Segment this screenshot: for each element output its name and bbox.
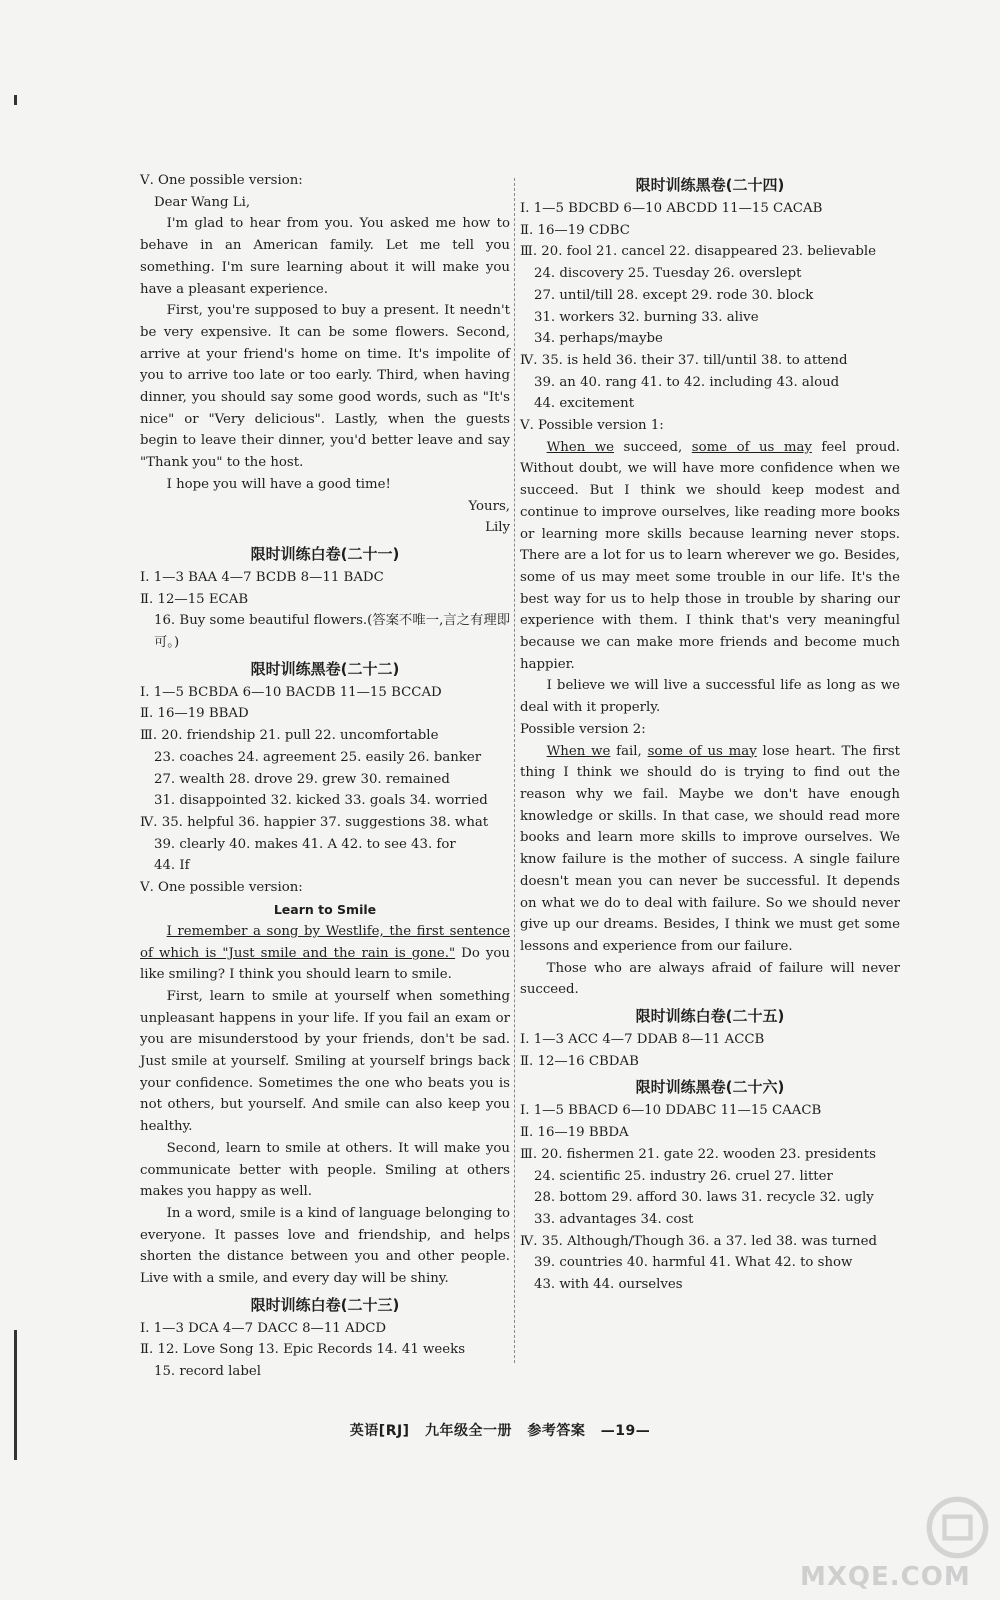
- answer-line: 34. perhaps/maybe: [534, 331, 663, 347]
- test-26-title: 限时训练黑卷(二十六): [635, 1078, 785, 1097]
- essay-title: Learn to Smile: [273, 901, 377, 917]
- essay-paragraph: I remember a song by Westlife, the first sentence of which is "Just smile and the rain is gone." Do you like smiling? I think you should learn to smile.: [140, 923, 510, 983]
- answer-line: Ⅰ. 1—3 BAA 4—7 BCDB 8—11 BADC: [140, 569, 384, 585]
- page-footer: [0, 1420, 1000, 1440]
- watermark-text: MXQE.COM: [800, 1562, 971, 1592]
- test-23-title: 限时训练白卷(二十三): [250, 1295, 400, 1314]
- answer-line: Ⅱ. 12—15 ECAB: [140, 591, 249, 607]
- underlined-sentence: I remember a song by Westlife, the first sentence of which is "Just smile and the rain is gone.": [140, 923, 510, 961]
- essay-paragraph: In a word, smile is a kind of language belonging to everyone. It passes love and friendship, and helps shorten the distance between you and other people. Live with a smile, and every day will be shiny.: [140, 1205, 510, 1287]
- column-divider: [514, 178, 515, 1363]
- answer-line: Ⅰ. 1—5 BCBDA 6—10 BACDB 11—15 BCCAD: [140, 684, 442, 700]
- footer-label: 参考答案: [527, 1423, 586, 1439]
- letter-closing: Yours,: [468, 498, 510, 514]
- answer-line: Ⅱ. 12—16 CBDAB: [520, 1053, 639, 1069]
- footer-subject: 英语[RJ]: [349, 1423, 410, 1439]
- essay-paragraph: Those who are always afraid of failure will never succeed.: [520, 960, 900, 998]
- section-v-title: Ⅴ. One possible version:: [140, 173, 303, 188]
- answer-line: Ⅳ. 35. is held 36. their 37. till/until 38. to attend: [520, 352, 848, 368]
- answer-line: Ⅰ. 1—3 ACC 4—7 DDAB 8—11 ACCB: [520, 1032, 765, 1048]
- answer-line: 31. disappointed 32. kicked 33. goals 34. worried: [154, 793, 488, 809]
- answer-line: 16. Buy some beautiful flowers.(答案不唯一,言之有理即可。): [154, 613, 510, 651]
- left-column: [140, 170, 510, 1383]
- right-column: [520, 170, 900, 1296]
- answer-line: 23. coaches 24. agreement 25. easily 26. banker: [154, 749, 482, 765]
- test-24-title: 限时训练黑卷(二十四): [635, 176, 785, 194]
- letter-signature: Lily: [485, 520, 510, 536]
- answer-line: Ⅳ. 35. Although/Though 36. a 37. led 38. was turned: [520, 1233, 878, 1249]
- version-label: Possible version 2:: [520, 721, 646, 737]
- essay-paragraph: When we succeed, some of us may feel proud. Without doubt, we will have more confidence when we succeed. But I think we should keep modest and continue to improve ourselves, like reading more books or learning more skills because learning never stops. There are a lot for us to learn wherever we go. Besides, some of us may meet some trouble in our life. It's the best way for us to help those in trouble by sharing our experience with them. I think that's very meaningful because we can make more friends and become much happier.: [520, 439, 900, 672]
- essay-paragraph: First, learn to smile at yourself when something unpleasant happens in your life. If you fail an exam or you are misunderstood by your friends, don't be sad. Just smile at yourself. Smiling at yourself brings back your confidence. Sometimes the one who beats you is not others, but yourself. And smile can also keep you healthy.: [140, 988, 510, 1135]
- answer-line: Ⅰ. 1—3 DCA 4—7 DACC 8—11 ADCD: [140, 1320, 387, 1336]
- answer-line: 43. with 44. ourselves: [534, 1277, 683, 1293]
- letter-paragraph: First, you're supposed to buy a present. It needn't be very expensive. It can be some flowers. Second, arrive at your friend's home on time. It's impolite of you to arrive too late or too early. Third, when having dinner, you should say some good words, such as "It's nice" or "Very delicious". Lastly, when the guests begin to leave their dinner, you'd better leave and say "Thank you" to the host.: [140, 303, 510, 471]
- answer-line: 24. discovery 25. Tuesday 26. overslept: [534, 266, 802, 282]
- answer-line: Ⅴ. One possible version:: [140, 880, 303, 896]
- answer-line: Ⅴ. Possible version 1:: [520, 418, 664, 434]
- answer-line: 31. workers 32. burning 33. alive: [534, 309, 759, 325]
- answer-line: 24. scientific 25. industry 26. cruel 27. litter: [534, 1168, 833, 1184]
- footer-grade: 九年级全一册: [424, 1423, 512, 1439]
- answer-line: Ⅲ. 20. fool 21. cancel 22. disappeared 23. believable: [520, 244, 877, 260]
- watermark-logo-icon: [925, 1495, 990, 1560]
- answer-line: Ⅰ. 1—5 BDCBD 6—10 ABCDD 11—15 CACAB: [520, 201, 823, 216]
- answer-line: Ⅱ. 16—19 CDBC: [520, 222, 630, 238]
- letter-greeting: Dear Wang Li,: [154, 194, 251, 210]
- letter-paragraph: I'm glad to hear from you. You asked me how to behave in an American family. Let me tell you something. I'm sure learning about it will make you have a pleasant experience.: [140, 216, 510, 297]
- edge-mark: [14, 1330, 17, 1460]
- answer-line: Ⅲ. 20. fishermen 21. gate 22. wooden 23. presidents: [520, 1146, 876, 1162]
- answer-line: 27. until/till 28. except 29. rode 30. block: [534, 287, 814, 303]
- answer-line: Ⅱ. 12. Love Song 13. Epic Records 14. 41 weeks: [140, 1342, 466, 1358]
- edge-mark: [14, 95, 17, 105]
- letter-paragraph: I hope you will have a good time!: [166, 476, 391, 492]
- answer-line: 39. an 40. rang 41. to 42. including 43. aloud: [534, 374, 840, 390]
- answer-line: 39. clearly 40. makes 41. A 42. to see 43. for: [154, 836, 456, 852]
- answer-line: 27. wealth 28. drove 29. grew 30. remained: [154, 771, 450, 787]
- answer-line: 44. If: [154, 858, 190, 874]
- answer-line: 39. countries 40. harmful 41. What 42. to show: [534, 1255, 853, 1271]
- test-25-title: 限时训练白卷(二十五): [635, 1007, 785, 1026]
- answer-line: 28. bottom 29. afford 30. laws 31. recycle 32. ugly: [534, 1190, 874, 1206]
- essay-paragraph: When we fail, some of us may lose heart. The first thing I think we should do is trying to find out the reason why we fail. Maybe we don't have enough knowledge or skills. In that case, we should read more books and learn more skills to improve ourselves. We know failure is the mother of success. A single failure doesn't mean you can never be successful. It depends on what we do to deal with failure. So we should never give up our dreams. Besides, I think we must get some lessons and experience from our failure.: [520, 743, 900, 954]
- test-22-title: 限时训练黑卷(二十二): [250, 659, 400, 678]
- answer-line: Ⅰ. 1—5 BBACD 6—10 DDABC 11—15 CAACB: [520, 1103, 822, 1119]
- answer-line: 44. excitement: [534, 396, 635, 412]
- answer-line: 33. advantages 34. cost: [534, 1211, 694, 1227]
- answer-line: Ⅲ. 20. friendship 21. pull 22. uncomfortable: [140, 728, 439, 744]
- essay-paragraph: Second, learn to smile at others. It will make you communicate better with people. Smiling at others makes you happy as well.: [140, 1140, 510, 1200]
- page-number: —19—: [600, 1423, 651, 1439]
- essay-paragraph: I believe we will live a successful life as long as we deal with it properly.: [520, 678, 900, 716]
- answer-line: 15. record label: [154, 1364, 261, 1380]
- test-21-title: 限时训练白卷(二十一): [250, 544, 400, 563]
- answer-line: Ⅱ. 16—19 BBDA: [520, 1125, 629, 1141]
- answer-line: Ⅳ. 35. helpful 36. happier 37. suggestions 38. what: [140, 814, 489, 830]
- answer-line: Ⅱ. 16—19 BBAD: [140, 706, 249, 722]
